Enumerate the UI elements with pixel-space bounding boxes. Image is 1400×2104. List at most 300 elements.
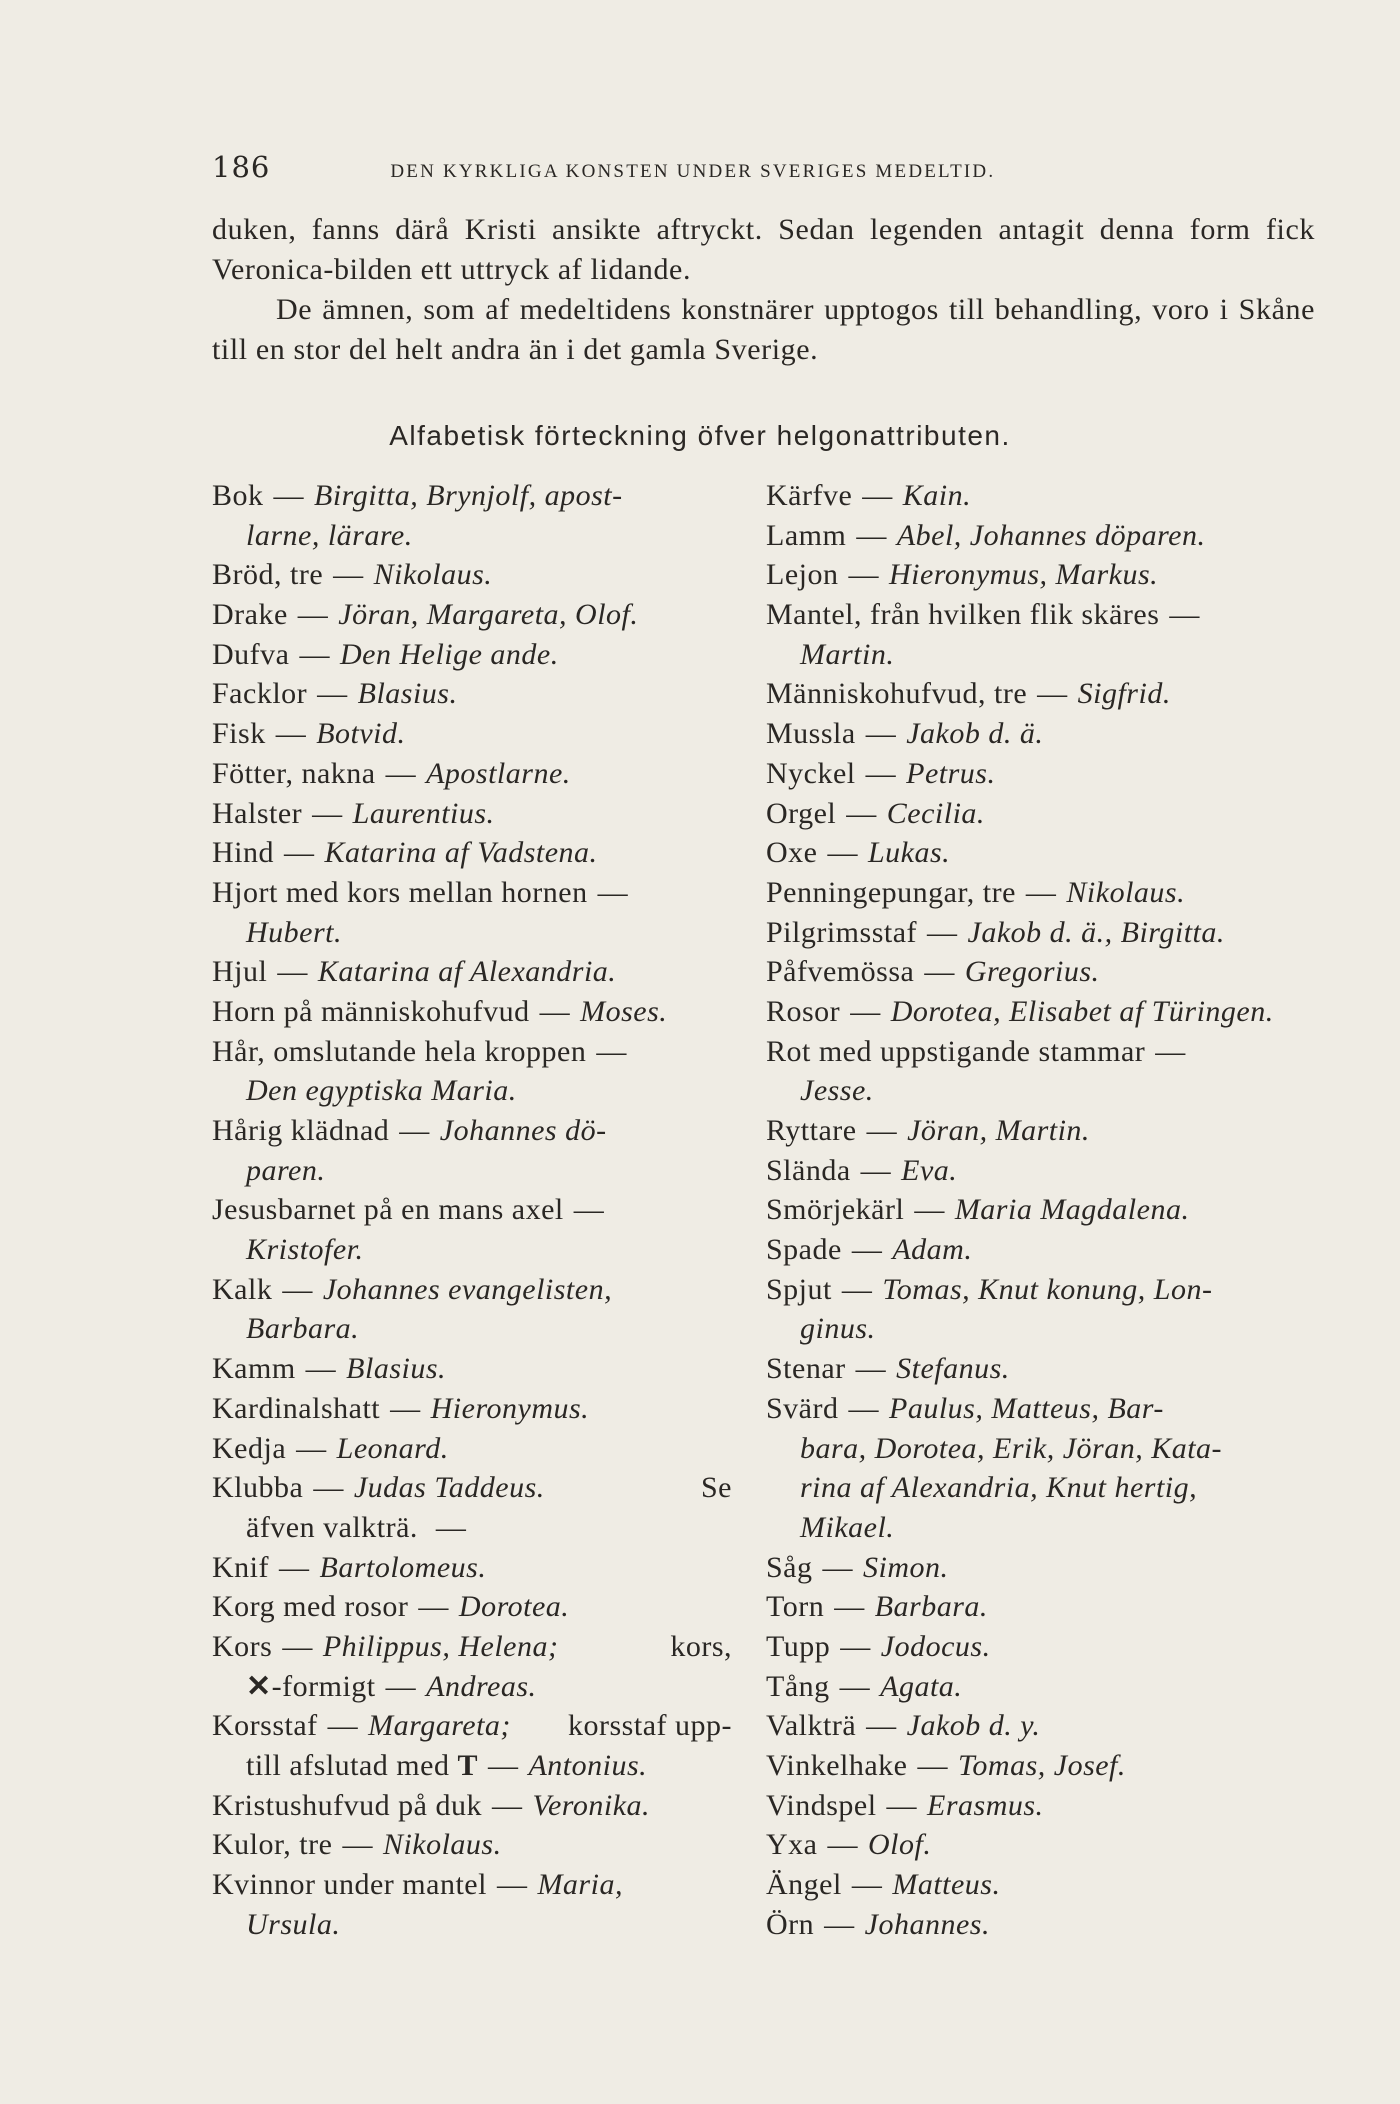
- em-dash: —: [277, 955, 308, 989]
- entry-continuation: [766, 1468, 1326, 1508]
- attribute-name: Nyckel: [766, 756, 856, 790]
- index-entry: [212, 1429, 732, 1469]
- index-entry: [766, 1786, 1326, 1826]
- index-entry: [766, 1389, 1326, 1429]
- saint-names: Martin.: [800, 637, 895, 671]
- saint-names: Kristofer.: [246, 1233, 364, 1267]
- saint-names: Kain.: [902, 479, 972, 512]
- entry-continuation: [766, 1508, 1326, 1548]
- em-dash: —: [851, 1868, 883, 1902]
- saint-names: ginus.: [800, 1312, 876, 1346]
- index-entry: [766, 1865, 1326, 1905]
- index-entry: [766, 992, 1326, 1032]
- em-dash: —: [850, 994, 881, 1028]
- entry-body: [212, 558, 492, 591]
- em-dash: —: [435, 1510, 467, 1544]
- attribute-name: Rot med uppstigande stammar: [766, 1034, 1146, 1068]
- entry-body: [766, 1709, 1040, 1742]
- entry-body: [766, 1273, 1212, 1306]
- entry-body: [212, 836, 598, 869]
- saint-names: Andreas.: [426, 1669, 537, 1703]
- attribute-text: -formigt: [271, 1669, 376, 1703]
- em-dash: —: [927, 915, 958, 949]
- em-dash: —: [282, 1272, 313, 1306]
- em-dash: —: [822, 1550, 853, 1584]
- attribute-name: Fötter, nakna: [212, 756, 376, 790]
- em-dash: —: [418, 1590, 449, 1624]
- saint-names: Gregorius.: [964, 955, 1100, 989]
- attribute-name: Kulor, tre: [212, 1828, 333, 1862]
- em-dash: —: [865, 756, 897, 790]
- em-dash: —: [1169, 598, 1200, 632]
- saint-names: Jakob d. ä., Birgitta.: [967, 915, 1225, 949]
- em-dash: —: [491, 1788, 523, 1822]
- entry-continuation: [766, 635, 1326, 675]
- index-entry: [212, 555, 732, 595]
- entry-body: [766, 876, 1185, 909]
- attribute-name: Hind: [212, 836, 274, 870]
- em-dash: —: [856, 518, 887, 552]
- saint-names: Olof.: [867, 1828, 932, 1862]
- x-cross-symbol: ✕: [246, 1669, 272, 1703]
- attribute-name: Penningepungar, tre: [766, 875, 1016, 909]
- attribute-name: Korg med rosor: [212, 1590, 409, 1624]
- cross-reference: Se: [701, 1471, 732, 1505]
- entry-body: [766, 677, 1171, 710]
- saint-names: Johannes.: [864, 1907, 990, 1941]
- index-entry: [766, 1190, 1326, 1230]
- attribute-name: Människohufvud, tre: [766, 677, 1028, 711]
- cross-reference: kors,: [670, 1629, 732, 1663]
- saint-names: Veronika.: [532, 1788, 651, 1822]
- entry-continuation: [212, 1230, 732, 1270]
- entry-body: [212, 1352, 446, 1385]
- index-entry: [212, 1270, 732, 1310]
- attribute-name: Spjut: [766, 1272, 832, 1306]
- saint-names: Jodocus.: [880, 1629, 991, 1663]
- entry-body: [766, 1868, 1000, 1901]
- entry-body: [212, 1432, 449, 1465]
- saint-names: Bartolomeus.: [319, 1550, 487, 1584]
- saint-names: Katarina af Alexandria.: [317, 955, 617, 989]
- index-entry: [766, 1825, 1326, 1865]
- saint-names: Johannes evangelisten,: [322, 1272, 613, 1306]
- attribute-name: Drake: [212, 598, 288, 632]
- entry-body: [212, 1551, 486, 1584]
- attribute-index-left-column: [212, 476, 732, 1944]
- index-entry: [212, 674, 732, 714]
- saint-names: Apostlarne.: [426, 756, 571, 790]
- entry-continuation: [212, 1905, 732, 1945]
- entry-body: [766, 558, 1158, 591]
- attribute-name: Korsstaf: [212, 1709, 318, 1743]
- saint-names: Hieronymus.: [430, 1391, 590, 1425]
- index-entry: [766, 873, 1326, 913]
- em-dash: —: [275, 717, 307, 751]
- entry-body: [766, 1670, 962, 1703]
- entry-body: [766, 1114, 1090, 1147]
- attribute-name: Valkträ: [766, 1709, 857, 1743]
- saint-names: Lukas.: [867, 836, 951, 870]
- attribute-name: Mantel, från hvilken flik skäres: [766, 598, 1160, 632]
- entry-body: [766, 1352, 1010, 1385]
- entry-continuation: [766, 1429, 1326, 1469]
- entry-body: [212, 638, 559, 671]
- saint-names: Dorotea.: [458, 1590, 570, 1624]
- index-entry: [766, 595, 1326, 635]
- attribute-name: Kardinalshatt: [212, 1391, 381, 1425]
- attribute-name: Tupp: [766, 1629, 831, 1663]
- saint-names: Katarina af Vadstena.: [324, 836, 598, 870]
- index-entry: [212, 873, 732, 913]
- em-dash: —: [1155, 1034, 1186, 1068]
- attribute-name: Ryttare: [766, 1114, 857, 1147]
- em-dash: —: [886, 1788, 918, 1822]
- index-entry: [212, 1786, 732, 1826]
- intro-text: [212, 210, 1315, 370]
- em-dash: —: [317, 677, 348, 711]
- saint-names: rina af Alexandria, Knut hertig,: [800, 1471, 1198, 1505]
- em-dash: —: [827, 1828, 858, 1862]
- entry-body: [212, 1627, 558, 1667]
- saint-names: Dorotea, Elisabet af Türingen.: [890, 994, 1274, 1028]
- entry-continuation: [212, 516, 732, 556]
- attribute-name: Kamm: [212, 1352, 296, 1386]
- intro-paragraph-2: De ämnen, som af medeltidens konstnärer upptogos till behandling, voro i Skåne till en stor del helt andra än i det gamla Sverige.: [212, 293, 1315, 366]
- saint-names: Tomas, Knut konung, Lon-: [882, 1272, 1213, 1306]
- attribute-name: Yxa: [766, 1828, 818, 1862]
- saint-names: Philippus, Helena;: [322, 1629, 559, 1663]
- index-entry: [766, 794, 1326, 834]
- saint-names: Mikael.: [800, 1510, 895, 1544]
- index-entry: [766, 754, 1326, 794]
- entry-body: [212, 1868, 623, 1901]
- entry-body: [766, 1749, 1126, 1782]
- em-dash: —: [487, 1749, 519, 1782]
- index-entry: [212, 1349, 732, 1389]
- attribute-name: Kedja: [212, 1431, 287, 1465]
- attribute-name: Klubba: [212, 1471, 304, 1505]
- attribute-name: Hjort med kors mellan hornen: [212, 875, 588, 909]
- saint-names: Paulus, Matteus, Bar-: [889, 1391, 1164, 1425]
- em-dash: —: [824, 1907, 855, 1941]
- entry-body: [766, 916, 1225, 949]
- attribute-text: äfven valkträ.: [246, 1510, 426, 1544]
- index-entry: [766, 952, 1326, 992]
- em-dash: —: [385, 756, 417, 790]
- saint-names: Margareta;: [368, 1709, 511, 1743]
- saint-names: Erasmus.: [927, 1788, 1044, 1822]
- saint-names: Sigfrid.: [1077, 677, 1171, 711]
- entry-continuation: [212, 1746, 732, 1786]
- saint-names: Jesse.: [800, 1074, 874, 1108]
- entry-body: [212, 1392, 589, 1425]
- em-dash: —: [573, 1193, 605, 1227]
- em-dash: —: [846, 796, 877, 830]
- saint-names: Simon.: [863, 1550, 949, 1584]
- saint-names: Birgitta, Brynjolf, apost-: [314, 479, 623, 512]
- entry-body: [766, 479, 971, 512]
- saint-names: Nikolaus.: [382, 1828, 502, 1862]
- attribute-name: Kors: [212, 1629, 273, 1663]
- index-entry: [212, 635, 732, 675]
- section-title: Alfabetisk förteckning öfver helgonattributen.: [389, 420, 1011, 451]
- em-dash: —: [924, 955, 955, 989]
- page-header: [212, 150, 1312, 184]
- em-dash: —: [914, 1193, 945, 1227]
- saint-names: Adam.: [892, 1233, 973, 1267]
- attribute-index-right-column: [766, 476, 1326, 1944]
- saint-names: Jakob d. y.: [906, 1709, 1041, 1743]
- index-entry: [212, 595, 732, 635]
- em-dash: —: [840, 1629, 871, 1663]
- attribute-name: Tång: [766, 1669, 830, 1703]
- entry-body: [766, 1828, 931, 1861]
- saint-names: Blasius.: [346, 1352, 447, 1386]
- attribute-name: Rosor: [766, 994, 841, 1028]
- index-entry: [766, 1587, 1326, 1627]
- saint-names: Judas Taddeus.: [353, 1471, 545, 1505]
- attribute-name: Bröd, tre: [212, 558, 324, 592]
- em-dash: —: [848, 558, 879, 592]
- entry-body: [766, 1789, 1044, 1822]
- index-entry: [212, 1825, 732, 1865]
- running-head: DEN KYRKLIGA KONSTEN UNDER SVERIGES MEDELTID.: [390, 161, 996, 182]
- attribute-name: Horn på människohufvud: [212, 994, 530, 1028]
- index-entry: [212, 794, 732, 834]
- attribute-name: Lejon: [766, 558, 839, 592]
- entry-body: [766, 519, 1205, 552]
- index-entry: [766, 913, 1326, 953]
- entry-body: [212, 757, 571, 790]
- em-dash: —: [539, 994, 571, 1028]
- attribute-name: Dufva: [212, 637, 290, 671]
- entry-continuation: [212, 913, 732, 953]
- entry-body: [212, 1273, 612, 1306]
- index-entry: [766, 516, 1326, 556]
- attribute-name: Spade: [766, 1233, 842, 1267]
- em-dash: —: [342, 1828, 373, 1862]
- entry-body: [212, 995, 667, 1028]
- attribute-name: Påfvemössa: [766, 955, 915, 989]
- entry-body: [766, 1590, 988, 1623]
- saint-names: Antonius.: [528, 1749, 648, 1782]
- saint-names: Botvid.: [316, 717, 406, 751]
- entry-body: [766, 995, 1274, 1028]
- entry-body: [766, 717, 1043, 750]
- attribute-name: Lamm: [766, 518, 847, 552]
- saint-names: Agata.: [880, 1669, 963, 1703]
- em-dash: —: [273, 479, 305, 512]
- index-entry: [212, 1865, 732, 1905]
- page-number: 186: [212, 150, 271, 184]
- em-dash: —: [1025, 875, 1057, 909]
- em-dash: —: [855, 1352, 887, 1386]
- entry-body: [212, 1590, 569, 1623]
- entry-body: [766, 797, 985, 830]
- attribute-name: Stenar: [766, 1352, 846, 1386]
- index-entry: [212, 952, 732, 992]
- em-dash: —: [282, 1629, 313, 1663]
- em-dash: —: [827, 836, 858, 870]
- index-entry: [766, 1230, 1326, 1270]
- index-entry: [212, 1032, 732, 1072]
- saint-names: Jöran, Margareta, Olof.: [338, 598, 639, 632]
- saint-names: Abel, Johannes döparen.: [896, 518, 1206, 552]
- entry-body: [766, 598, 1210, 631]
- index-entry: [212, 1190, 732, 1230]
- attribute-name: Kristushufvud på duk: [212, 1788, 482, 1822]
- index-entry: [766, 714, 1326, 754]
- em-dash: —: [917, 1749, 948, 1782]
- index-entry: [766, 1905, 1326, 1945]
- em-dash: —: [834, 1590, 865, 1624]
- entry-body: [766, 757, 995, 790]
- attribute-name: Oxe: [766, 836, 818, 870]
- saint-names: Ursula.: [246, 1907, 341, 1941]
- entry-body: [212, 1035, 637, 1068]
- entry-body: [766, 836, 950, 869]
- index-entry: [212, 1706, 732, 1746]
- entry-body: [212, 677, 458, 710]
- entry-body: [212, 1193, 614, 1226]
- saint-names: paren.: [246, 1153, 326, 1187]
- saint-names: Den Helige ande.: [339, 637, 559, 671]
- saint-names: Blasius.: [357, 677, 458, 711]
- saint-names: Den egyptiska Maria.: [246, 1074, 517, 1108]
- index-entry: [766, 674, 1326, 714]
- entry-body: [766, 1193, 1189, 1226]
- attribute-name: Slända: [766, 1153, 851, 1187]
- em-dash: —: [860, 1153, 892, 1187]
- index-entry: [766, 1032, 1326, 1072]
- saint-names: Hubert.: [246, 915, 342, 949]
- attribute-name: Fisk: [212, 717, 266, 751]
- saint-names: Nikolaus.: [373, 558, 493, 592]
- attribute-name: Vindspel: [766, 1788, 877, 1822]
- em-dash: —: [597, 875, 629, 909]
- index-entry: [766, 1667, 1326, 1707]
- attribute-name: Orgel: [766, 796, 837, 830]
- attribute-name: Pilgrimsstaf: [766, 915, 918, 949]
- saint-names: Maria,: [537, 1868, 623, 1902]
- entry-body: [212, 1468, 545, 1508]
- attribute-name: Smörjekärl: [766, 1193, 905, 1227]
- index-entry: [766, 1349, 1326, 1389]
- entry-body: [212, 797, 495, 830]
- em-dash: —: [305, 1352, 337, 1386]
- entry-body: [212, 955, 616, 988]
- entry-body: [766, 955, 1100, 988]
- saint-names: Maria Magdalena.: [954, 1193, 1190, 1227]
- entry-body: [212, 598, 638, 631]
- attribute-name: Ängel: [766, 1868, 842, 1902]
- attribute-name: Halster: [212, 796, 303, 830]
- em-dash: —: [841, 1272, 873, 1306]
- attribute-name: Facklor: [212, 677, 308, 711]
- saint-names: Tomas, Josef.: [957, 1749, 1126, 1782]
- entry-body: [766, 1154, 957, 1187]
- entry-continuation: [212, 1667, 732, 1707]
- index-entry: [766, 1548, 1326, 1588]
- entry-body: [766, 1035, 1196, 1068]
- em-dash: —: [313, 1471, 344, 1505]
- em-dash: —: [299, 637, 330, 671]
- entry-continuation: [766, 1309, 1326, 1349]
- saint-names: bara, Dorotea, Erik, Jöran, Kata-: [800, 1431, 1223, 1465]
- index-entry: [766, 1706, 1326, 1746]
- index-entry: [212, 1111, 732, 1151]
- em-dash: —: [327, 1709, 359, 1743]
- saint-names: Moses.: [580, 994, 668, 1028]
- em-dash: —: [390, 1391, 421, 1425]
- entry-body: [212, 1789, 650, 1822]
- attribute-name: Knif: [212, 1550, 269, 1584]
- entry-continuation: [212, 1151, 732, 1191]
- em-dash: —: [839, 1669, 871, 1703]
- attribute-name: Torn: [766, 1590, 825, 1624]
- entry-continuation: [212, 1309, 732, 1349]
- cross-reference: korsstaf upp-: [568, 1709, 732, 1743]
- em-dash: —: [848, 1391, 879, 1425]
- index-entry: [766, 833, 1326, 873]
- attribute-name: Vinkelhake: [766, 1749, 908, 1782]
- em-dash: —: [333, 558, 364, 592]
- entry-body: [766, 1233, 972, 1266]
- attribute-text: till afslutad med: [246, 1749, 458, 1782]
- entry-continuation: [766, 1071, 1326, 1111]
- index-entry: [212, 1587, 732, 1627]
- em-dash: —: [1037, 677, 1068, 711]
- saint-names: Jakob d. ä.: [906, 717, 1044, 751]
- index-entry: [766, 1746, 1326, 1786]
- attribute-name: Hårig klädnad: [212, 1114, 390, 1147]
- attribute-name: Hår, omslutande hela kroppen: [212, 1034, 587, 1068]
- em-dash: —: [279, 1550, 310, 1584]
- attribute-name: Såg: [766, 1550, 813, 1584]
- index-entry: [212, 1389, 732, 1429]
- saint-names: Barbara.: [874, 1590, 988, 1624]
- index-entry: [212, 992, 732, 1032]
- index-entry: [212, 754, 732, 794]
- entry-body: [766, 1392, 1164, 1425]
- index-entry: [766, 1151, 1326, 1191]
- saint-names: Leonard.: [336, 1431, 449, 1465]
- em-dash: —: [596, 1034, 627, 1068]
- index-entry: [212, 476, 732, 516]
- entry-continuation: [212, 1071, 732, 1111]
- em-dash: —: [866, 1114, 898, 1147]
- entry-body: [212, 1706, 511, 1746]
- index-entry: [766, 1627, 1326, 1667]
- em-dash: —: [851, 1233, 883, 1267]
- attribute-name: Svärd: [766, 1391, 839, 1425]
- attribute-name: Mussla: [766, 717, 856, 751]
- index-entry: [212, 1548, 732, 1588]
- index-entry: [212, 833, 732, 873]
- em-dash: —: [284, 836, 315, 870]
- attribute-name: Kvinnor under mantel: [212, 1868, 487, 1902]
- entry-body: [212, 717, 406, 750]
- saint-names: Matteus.: [892, 1868, 1001, 1902]
- index-entry: [212, 714, 732, 754]
- intro-paragraph-1: duken, fanns därå Kristi ansikte aftryckt. Sedan legenden antagit denna form fick Veronica-bilden ett uttryck af lidande.: [212, 213, 1315, 286]
- entry-body: [212, 1828, 502, 1861]
- entry-body: [212, 479, 623, 512]
- em-dash: —: [312, 796, 343, 830]
- saint-names: larne, lärare.: [246, 518, 413, 552]
- saint-names: Hieronymus, Markus.: [888, 558, 1159, 592]
